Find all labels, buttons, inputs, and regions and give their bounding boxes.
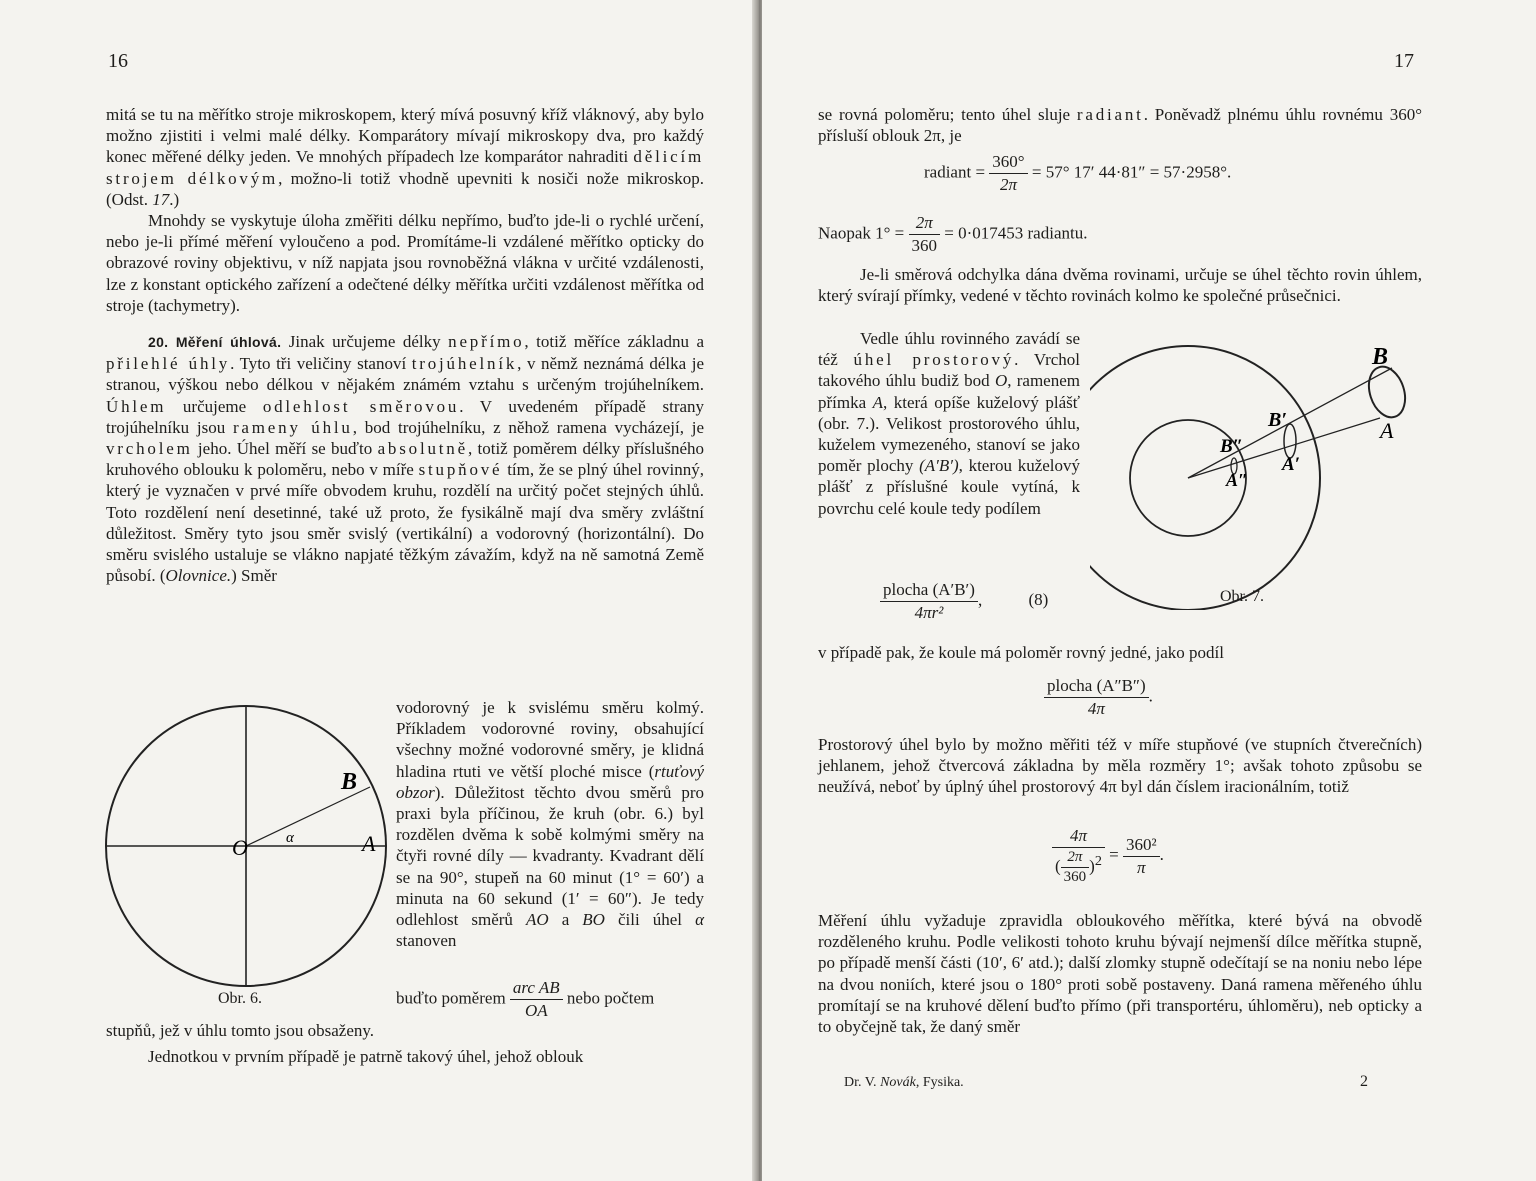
right-text-wrap [818,328,1080,519]
right-page [762,0,1536,1181]
figure-caption: Obr. 7. [1220,588,1264,605]
label-b: B [1372,344,1389,370]
paragraph: Mnohdy se vyskytuje úloha změřiti délku nepřímo, buďto jde-li o rychlé určení, nebo je-li přímé měření vyloučeno a pod. Promítáme-li vzdálené měřítko opticky do obrazové roviny objektivu, v níž napjata jsou rovnoběžná vlákna v určité vzdálenosti, lze z konstant optického zařízení a odečtené délky měřítka určiti vzdálenost měřítka od stroje (tachymetry). [106,211,704,315]
page-number: 16 [108,50,128,72]
paragraph: Je-li směrová odchylka dána dvěma rovinami, určuje se úhel těchto rovin úhlem, který svírají přímky, vedené v těchto rovinách kolmo ke společné průsečnici. [818,265,1422,306]
paragraph: mitá se tu na měřítko stroje mikroskopem, který mívá posuvný kříž vláknový, aby bylo možno zjistiti i velmi malé délky. Komparátory mívají mikroskopy dva, pro každý konec měřené délky jeden. Ve mnohých případech lze komparátor nahraditi dělicím strojem délkovým, možno-li totiž vhodně upevniti k nosiči nože mikroskop. (Odst. 17.) [106,105,705,209]
footer-author: Dr. V. Novák, Fysika. [844,1075,964,1090]
equation-number: (8) [1028,590,1049,610]
right-text-mid [818,264,1422,306]
paragraph: v případě pak, že koule má poloměr rovný jedné, jako podíl [818,643,1224,662]
paragraph: vodorovný je k svislému směru kolmý. Příkladem vodorovné roviny, obsahující všechny možné vodorovné směry, je klidná hladina rtuti ve větší ploché misce (rtuťový obzor). Důležitost těchto dvou směrů pro praxi byla příčinou, že kruh (obr. 6.) byl rozdělen dvěma k sobě kolmými směry na čtyři rovné díly — kvadranty. Kvadrant dělí se na 90°, stupeň na 60 minut (1° = 60′) a minuta na 60 sekund (1′ = 60″). Je tedy odlehlost směrů AO a BO čili úhel α stanoven [396,698,705,951]
equation-8: $\frac{\text{plocha (A′B′)}}{\text{4πr²}}$ , (8) [880,580,1048,623]
left-page [0,0,758,1181]
equation-radiant: radiant = $\frac{360^\circ}{2\pi}$ = 57° 17′ 44·81″ = 57·2958°. [924,152,1232,194]
page-number: 17 [1394,50,1414,72]
right-text-top [818,104,1422,146]
equation-unit-sphere: $\frac{\text{plocha (A″B″)}}{4\pi}$ . [1044,676,1153,719]
paragraph: Jednotkou v prvním případě je patrně takový úhel, jehož oblouk [148,1047,584,1067]
right-text-case [818,642,1422,663]
left-text-wrap [396,697,704,951]
outer-sphere [1090,346,1320,610]
label-b-double-prime: B″ [1220,436,1244,457]
equation-degree: Naopak 1° = $\frac{2\pi}{360}$ = 0·017453 radiantu. [818,213,1088,255]
label-a-prime: A′ [1282,454,1301,475]
label-o: O [232,835,248,860]
right-text-bottom [818,910,1422,1037]
paragraph: Prostorový úhel bylo by možno měřiti též v míře stupňové (ve stupních čtverečních) jehlanem, jehož čtvercová základna by měla rozměry 1°; avšak tohoto způsobu se neužívá, neboť by úplný úhel prostorový 4π byl dán číslem iracionálním, totiž [818,735,1422,797]
label-a: A [362,831,376,856]
label-b-prime: B′ [1268,409,1287,431]
paragraph: se rovná poloměru; tento úhel sluje radiant. Poněvadž plnému úhlu rovnému 360° přísluší oblouk 2π, je [818,105,1422,146]
paragraph: Měření úhlu vyžaduje zpravidla obloukového měřítka, které bývá na obvodě rozděleného kruhu. Podle velikosti tohoto kruhu bývají nejmenší dílce měřítka stupně, po případě menší části (10′, 6′ atd.); další zlomky stupně odečítají se na noniu nebo lépe na dvou noniích, které jsou o 180° proti sobě postaveny. Daná ramena měřeného úhlu promítají se na kruhové dělení buďto přímo (při transportéru, úhloměru), neb opticky a to obyčejně tak, že daný směr [818,911,1422,1037]
radius-ob [246,787,370,846]
paragraph: Vedle úhlu rovinného zavádí se též úhel prostorový. Vrchol takového úhlu budiž bod O, ramenem přímka A, která opíše kuželový plášť (obr. 7.). Velikost prostorového úhlu, kuželem vymezeného, stanoví se jako poměr plochy (A′B′), kterou kuželový plášť z příslušné koule vytíná, k povrchu celé koule tedy podílem [818,329,1081,518]
figure-caption: Obr. 6. [218,990,262,1007]
label-b: B [341,769,358,795]
label-a-double-prime: A″ [1226,470,1248,490]
signature-mark: 2 [1360,1073,1368,1090]
left-text-bottom [106,1020,704,1067]
ratio-line: buďto poměrem $\frac{\text{arc AB}}{OA}$ nebo počtem [396,978,655,1020]
fraction: $\frac{\text{arc AB}}{OA}$ [510,978,563,1021]
label-a: A [1380,418,1394,443]
equation-irrational: 4π ( $\frac{2\pi}{360}$ )$^2$ = $\frac{\text{360²}}{\pi}$ . [1052,826,1164,886]
figure-6 [100,705,400,1005]
section-20: 20. Měření úhlová. Jinak určujeme délky nepřímo, totiž měříce základnu a přilehlé úhly. Tyto tři veličiny stanoví trojúhelník, v němž neznámá délka je stranou, výškou nebo délkou v nějakém známém vztahu s určeným trojúhelníkem. Úhlem určujeme odlehlost směrovou. V uvedeném případě strany trojúhelníku jsou rameny úhlu, bod trojúhelníku, z něhož ramena vycházejí, je vrcholem jeho. Úhel měří se buďto absolutně, totiž poměrem délky příslušného kruhového oblouku k poloměru, nebo v míře stupňové tím, že se plný úhel rovinný, který je vyznačen v prvé míře obvodem kruhu, rozdělí na určitý počet stejných úhlů. Toto rozdělení není desetinné, také už proto, že fysikálně mají dva směry zvláštní důležitost. Směry tyto jsou směr svislý (vertikální) a vodorovný (horizontální). Do směru svislého ustaluje se vlákno napjaté těžkým závažím, když na ně samotná Země působí. (Olovnice.) Směr [106,332,705,586]
paragraph: stupňů, jež v úhlu tomto jsou obsaženy. [106,1021,375,1040]
right-text-prostor [818,734,1422,798]
figure-7 [1090,340,1422,610]
label-alpha: α [286,830,294,846]
left-text-top [106,104,704,586]
section-heading: 20. Měření úhlová. [148,334,282,351]
